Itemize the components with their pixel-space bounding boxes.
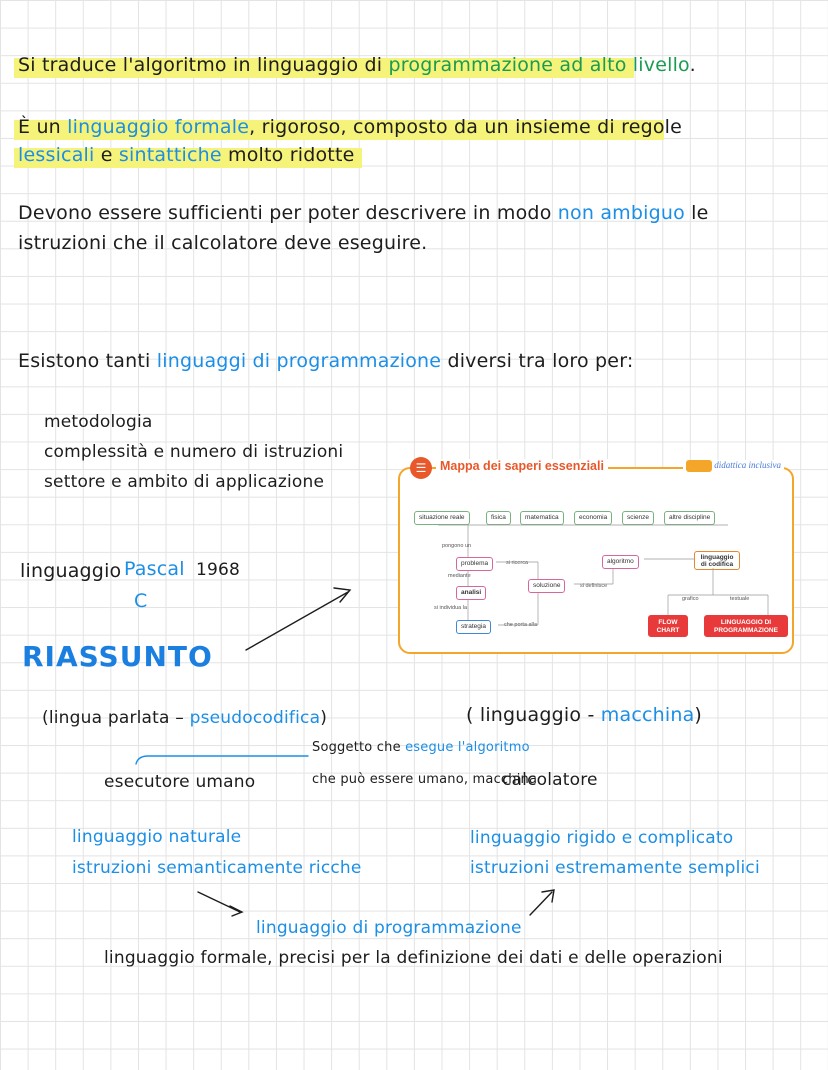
- executor-note-line2: che può essere umano, macchina: [312, 772, 538, 787]
- map-edge-label: grafico: [682, 596, 699, 602]
- text: È un: [18, 116, 68, 138]
- paragraph-ambiguo-line2: istruzioni che il calcolatore deve eseguire.: [18, 232, 428, 254]
- list-item: metodologia: [44, 412, 153, 432]
- pascal-year: 1968: [196, 560, 241, 580]
- pascal-name: Pascal: [124, 558, 185, 580]
- rich-instructions: istruzioni semanticamente ricche: [72, 858, 362, 878]
- text: molto ridotte: [221, 144, 355, 166]
- executor-computer: calcolatore: [502, 770, 598, 790]
- formal-definition: linguaggio formale, precisi per la definizione dei dati e delle operazioni: [104, 948, 723, 968]
- map-node: altre discipline: [664, 511, 715, 525]
- language-c: C: [134, 590, 148, 612]
- map-node-problema: problema: [456, 557, 493, 571]
- programming-language: linguaggio di programmazione: [256, 918, 522, 938]
- map-node-flowchart: FLOW CHART: [648, 615, 688, 637]
- text: , rigoroso, composto da un insieme di regole: [249, 116, 683, 138]
- executor-human: esecutore umano: [104, 772, 256, 792]
- term-linguaggio-formale: linguaggio formale: [67, 116, 250, 138]
- list-item: settore e ambito di applicazione: [44, 472, 325, 492]
- natural-language: linguaggio naturale: [72, 827, 242, 847]
- map-node: scienze: [622, 511, 654, 525]
- arrow-down-right-icon: [198, 892, 240, 912]
- text: le: [684, 202, 709, 224]
- map-node-algoritmo: algoritmo: [602, 555, 639, 569]
- arrow-up-right-icon: [530, 892, 552, 915]
- text: Devono essere sufficienti per poter descrivere in modo: [18, 202, 558, 224]
- text: e: [94, 144, 119, 166]
- map-edge-label: si individua la: [434, 605, 468, 611]
- map-node: economia: [574, 511, 612, 525]
- map-edge-label: pongono un: [442, 543, 472, 549]
- badge-label: didattica inclusiva: [714, 460, 781, 471]
- map-edge-label: si ricerca: [506, 560, 529, 566]
- map-node-strategia: strategia: [456, 620, 491, 634]
- text: .: [689, 54, 696, 76]
- pascal-label: linguaggio: [20, 560, 122, 582]
- map-edge-label: che porta alla: [504, 622, 538, 628]
- text: ( linguaggio -: [466, 704, 601, 726]
- map-node-analisi: analisi: [456, 586, 486, 600]
- summary-title: RIASSUNTO: [22, 640, 213, 673]
- map-node: matematica: [520, 511, 564, 525]
- text: Esistono tanti: [18, 350, 157, 372]
- map-node: fisica: [486, 511, 511, 525]
- map-edge-label: si definisce: [580, 583, 608, 589]
- map-node-soluzione: soluzione: [528, 579, 565, 593]
- text: Si traduce l'algoritmo in linguaggio di: [18, 54, 389, 76]
- map-node-codifica: linguaggio di codifica: [694, 551, 740, 570]
- map-logo-icon: ☰: [410, 457, 432, 479]
- term-linguaggi-programmazione: linguaggi di programmazione: [156, 350, 442, 372]
- underline-connector: [136, 756, 308, 764]
- term-alto-livello: programmazione ad alto livello: [388, 54, 690, 76]
- term-non-ambiguo: non ambiguo: [557, 202, 685, 224]
- simple-instructions: istruzioni estremamente semplici: [470, 858, 760, 878]
- map-node-linguaggio-programmazione: LINGUAGGIO DI PROGRAMMAZIONE: [704, 615, 788, 637]
- term-macchina: macchina: [600, 704, 695, 726]
- rigid-language: linguaggio rigido e complicato: [470, 828, 734, 848]
- list-item: complessità e numero di istruzioni: [44, 442, 344, 462]
- text: ): [320, 708, 328, 728]
- concept-map-title: Mappa dei saperi essenziali: [436, 459, 608, 473]
- term-pseudocodifica: pseudocodifica: [189, 708, 321, 728]
- term-lessicali: lessicali: [18, 144, 95, 166]
- map-node: situazione reale: [414, 511, 470, 525]
- text: ): [694, 704, 703, 726]
- map-edge-label: testuale: [730, 596, 750, 602]
- text: Soggetto che: [312, 740, 406, 755]
- arrow-to-map-icon: [246, 592, 348, 650]
- text: diversi tra loro per:: [441, 350, 634, 372]
- term-esegue: esegue l'algoritmo: [405, 740, 530, 755]
- term-sintattiche: sintattiche: [118, 144, 222, 166]
- map-edge-label: mediante: [448, 573, 471, 579]
- text: (lingua parlata –: [42, 708, 190, 728]
